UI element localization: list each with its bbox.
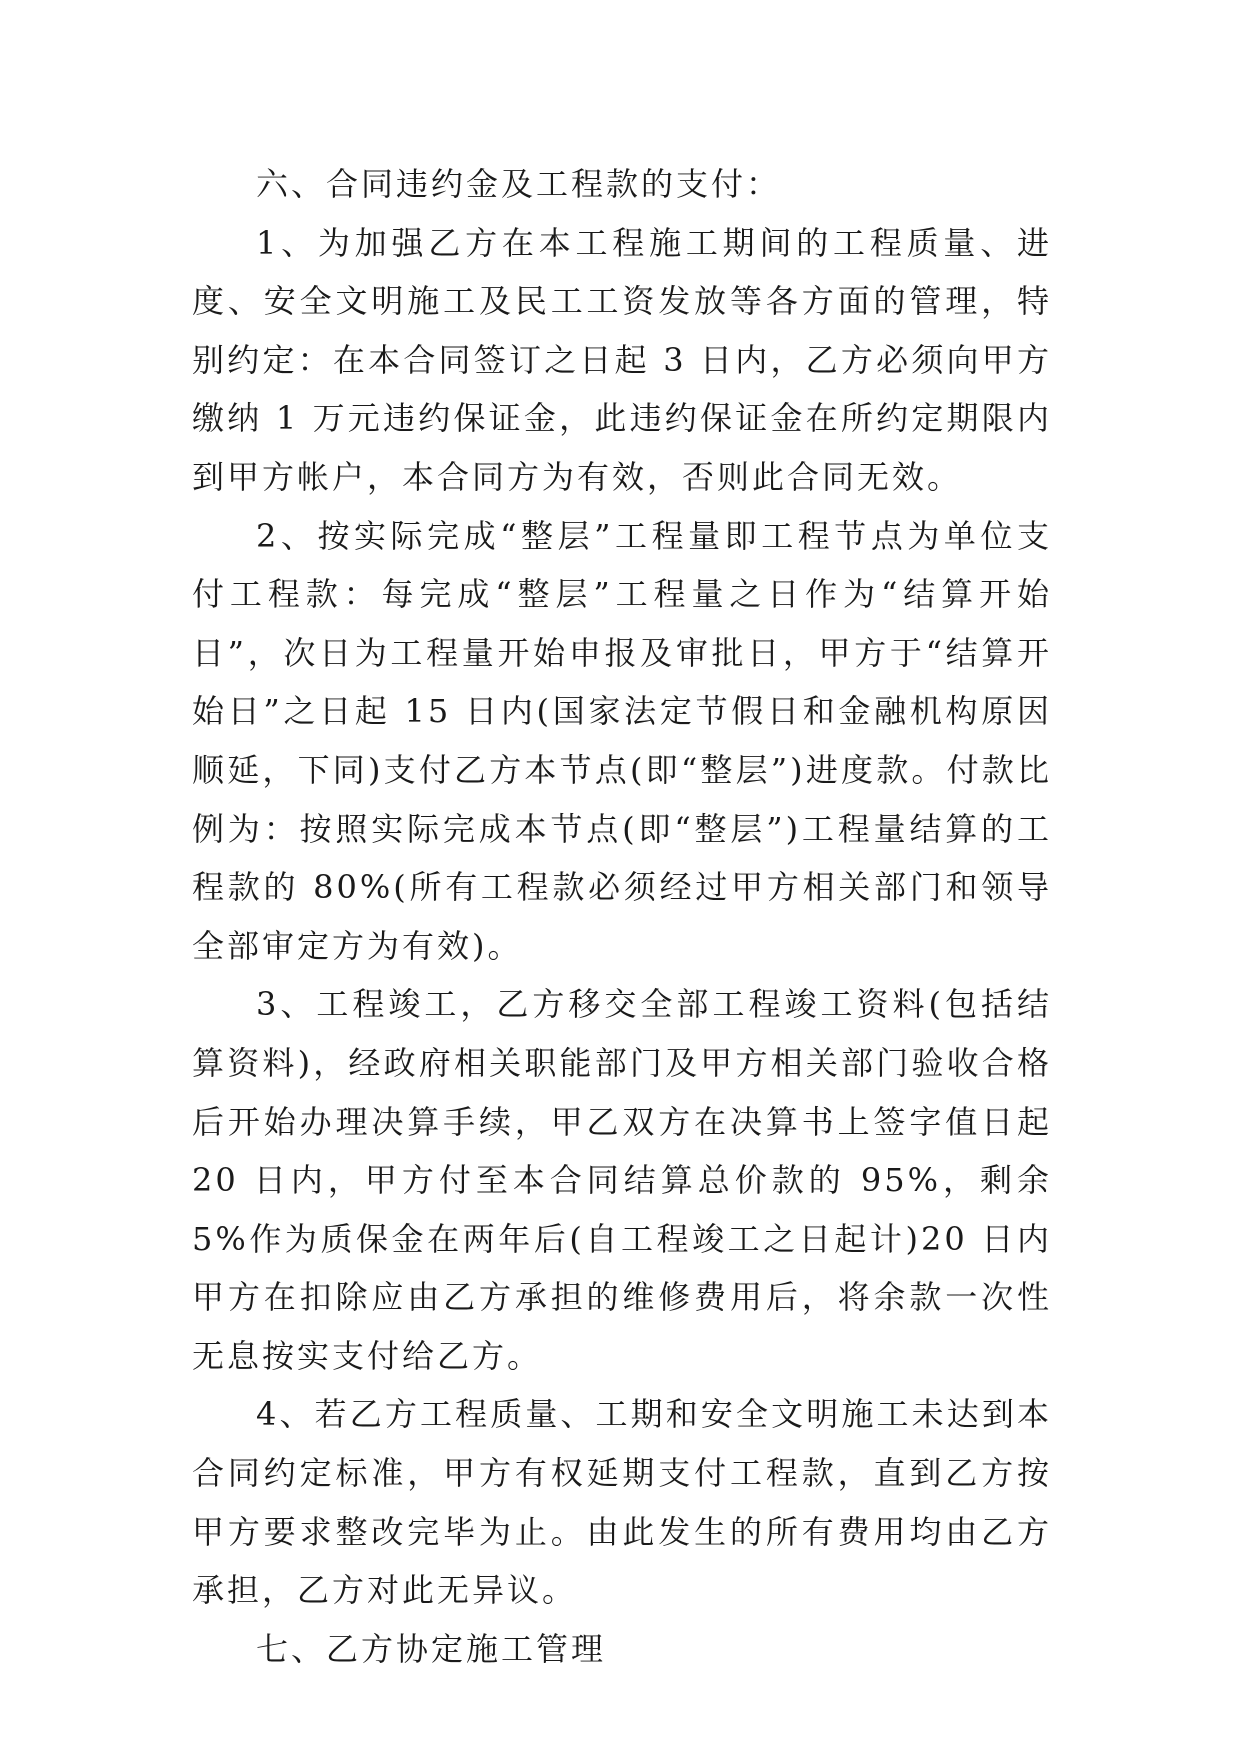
clause-1: 1、为加强乙方在本工程施工期间的工程质量、进度、安全文明施工及民工工资发放等各方面的管理，特别约定：在本合同签订之日起 3 日内，乙方必须向甲方缴纳 1 万元违约保证金，此违约保证金在所约定期限内到甲方帐户，本合同方为有效，否则此合同无效。 — [192, 223, 1052, 496]
clause-2: 2、按实际完成“整层”工程量即工程节点为单位支付工程款：每完成“整层”工程量之日作为“结算开始日”，次日为工程量开始申报及审批日，甲方于“结算开始日”之日起 15 日内(国家法定节假日和金融机构原因顺延，下同)支付乙方本节点(即“整层”)进度款。付款比例为：按照实际完成本节点(即“整层”)工程量结算的工程款的 80%(所有工程款必须经过甲方相关部门和领导全部审定方为有效)。 — [192, 516, 1052, 965]
clause-3: 3、工程竣工，乙方移交全部工程竣工资料(包括结算资料)，经政府相关职能部门及甲方相关部门验收合格后开始办理决算手续，甲乙双方在决算书上签字值日起 20 日内，甲方付至本合同结算总价款的 95%，剩余 5%作为质保金在两年后(自工程竣工之日起计)20 日内甲方在扣除应由乙方承担的维修费用后，将余款一次性无息按实支付给乙方。 — [192, 985, 1052, 1375]
document-body — [192, 155, 1052, 1678]
clause-4: 4、若乙方工程质量、工期和安全文明施工未达到本合同约定标准，甲方有权延期支付工程款，直到乙方按甲方要求整改完毕为止。由此发生的所有费用均由乙方承担，乙方对此无异议。 — [192, 1395, 1052, 1610]
section-7-heading: 七、乙方协定施工管理 — [256, 1629, 607, 1668]
section-6-heading: 六、合同违约金及工程款的支付： — [256, 165, 782, 203]
